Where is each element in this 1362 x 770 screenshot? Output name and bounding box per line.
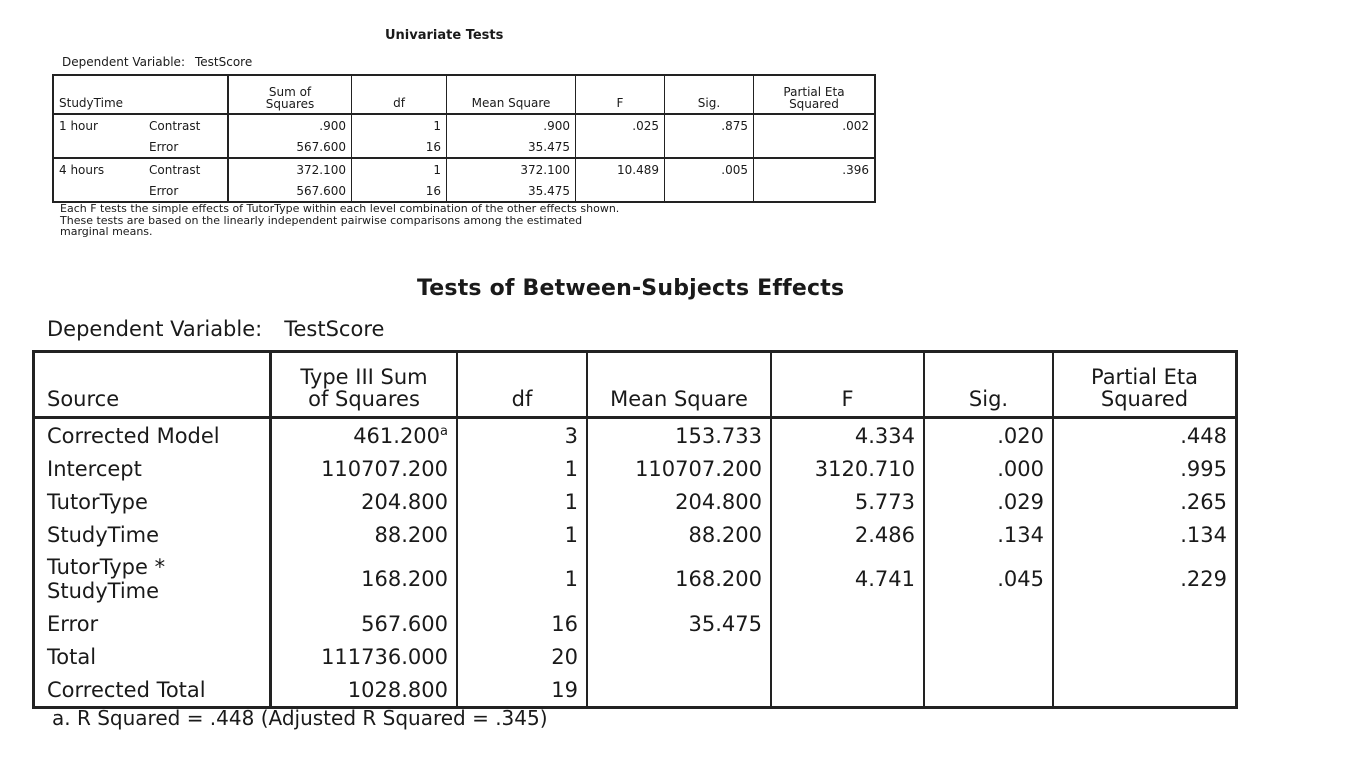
header-sig: Sig.: [924, 352, 1053, 418]
footnote-line: marginal means.: [60, 225, 153, 238]
row-type: Error: [144, 136, 228, 158]
cell-sig: .020: [924, 418, 1053, 453]
table-row: [34, 485, 1237, 518]
cell-df: 19: [457, 673, 587, 708]
row-group: 4 hours: [53, 158, 144, 180]
row-type: Contrast: [144, 158, 228, 180]
cell-ss: 461.200$^a$: [353, 423, 448, 448]
cell-eta: .265: [1053, 485, 1237, 518]
cell-eta: [1053, 640, 1237, 673]
cell-f: 5.773: [771, 485, 924, 518]
cell-eta: .134: [1053, 518, 1237, 551]
row-source: TutorType * StudyTime: [34, 551, 271, 607]
cell-eta: [754, 180, 876, 202]
dependent-label: Dependent Variable:: [62, 55, 185, 69]
row-source: Total: [34, 640, 271, 673]
table-row: [34, 673, 1237, 708]
cell-eta: [1053, 607, 1237, 640]
cell-df: 16: [352, 180, 447, 202]
cell-ss: 372.100: [296, 162, 346, 177]
cell-df: 1: [457, 485, 587, 518]
dependent-label: Dependent Variable:: [47, 317, 263, 341]
cell-f: [576, 136, 665, 158]
cell-ms: 168.200: [587, 551, 771, 607]
cell-ss: 567.600: [296, 139, 346, 154]
cell-sig: [924, 673, 1053, 708]
cell-df: 1: [457, 551, 587, 607]
cell-sig: .005: [665, 158, 754, 180]
cell-f: 2.486: [771, 518, 924, 551]
cell-sig: .045: [924, 551, 1053, 607]
table-row: [53, 180, 875, 202]
cell-f: 4.741: [771, 551, 924, 607]
footnote-line: These tests are based on the linearly independent pairwise comparisons among the estimated: [60, 213, 583, 227]
table-row: [34, 551, 1237, 607]
table-header-row: [34, 352, 1237, 418]
header-studytime: StudyTime: [53, 75, 228, 114]
cell-f: [771, 673, 924, 708]
cell-df: 1: [352, 158, 447, 180]
row-group: 1 hour: [53, 114, 144, 136]
cell-ms: 35.475: [587, 607, 771, 640]
cell-eta: [754, 136, 876, 158]
table-row: [53, 114, 875, 136]
header-type3-ss: Type III Sum of Squares: [300, 365, 428, 411]
cell-eta: .995: [1053, 452, 1237, 485]
table-row: [34, 640, 1237, 673]
cell-ms: .900: [447, 114, 576, 136]
cell-ss: 88.200: [374, 522, 448, 547]
cell-ss: 110707.200: [321, 456, 448, 481]
header-partial-eta: Partial Eta Squared: [754, 75, 876, 114]
table-row: [34, 518, 1237, 551]
table-row: [34, 418, 1237, 453]
cell-ms: [587, 673, 771, 708]
cell-sig: [665, 180, 754, 202]
cell-eta: .396: [754, 158, 876, 180]
header-partial-eta: Partial Eta Squared: [1053, 352, 1237, 418]
between-dependent-variable: [47, 317, 384, 341]
footnote-marker: a: [440, 423, 448, 439]
between-subjects-table: [32, 350, 1238, 709]
header-mean-square: Mean Square: [587, 352, 771, 418]
cell-ms: 372.100: [447, 158, 576, 180]
cell-eta: [1053, 673, 1237, 708]
row-source: TutorType: [34, 485, 271, 518]
cell-sig: .000: [924, 452, 1053, 485]
cell-df: 20: [457, 640, 587, 673]
cell-eta: .229: [1053, 551, 1237, 607]
cell-ms: 35.475: [447, 136, 576, 158]
row-source: Error: [34, 607, 271, 640]
row-group: [53, 180, 144, 202]
cell-f: 4.334: [771, 418, 924, 453]
cell-sig: .875: [665, 114, 754, 136]
table-header-row: [53, 75, 875, 114]
cell-ms: 110707.200: [587, 452, 771, 485]
cell-sig: .134: [924, 518, 1053, 551]
cell-df: 3: [457, 418, 587, 453]
cell-df: 16: [352, 136, 447, 158]
cell-ss: 1028.800: [347, 677, 448, 702]
header-sum-of-squares: Sum of Squares: [265, 85, 315, 111]
header-df: df: [457, 352, 587, 418]
footnote-line: Each F tests the simple effects of TutorType within each level combination of the other effects shown.: [60, 202, 620, 215]
header-f: F: [771, 352, 924, 418]
row-type: Contrast: [144, 114, 228, 136]
cell-ss: .900: [319, 118, 346, 133]
univariate-dependent-variable: [62, 55, 252, 69]
cell-ms: 35.475: [447, 180, 576, 202]
row-source: StudyTime: [34, 518, 271, 551]
cell-ss: 111736.000: [321, 644, 448, 669]
header-sig: Sig.: [665, 75, 754, 114]
cell-f: [771, 607, 924, 640]
table-row: [53, 158, 875, 180]
row-source: Corrected Model: [34, 418, 271, 453]
cell-sig: .029: [924, 485, 1053, 518]
cell-f: 3120.710: [771, 452, 924, 485]
header-f: F: [576, 75, 665, 114]
between-subjects-title: Tests of Between-Subjects Effects: [417, 276, 845, 301]
dependent-value: TestScore: [284, 317, 385, 341]
cell-ms: 204.800: [587, 485, 771, 518]
table-row: [34, 452, 1237, 485]
row-type: Error: [144, 180, 228, 202]
cell-df: 1: [457, 518, 587, 551]
univariate-table: [52, 74, 876, 203]
cell-f: 10.489: [576, 158, 665, 180]
cell-eta: .002: [754, 114, 876, 136]
header-df: df: [352, 75, 447, 114]
cell-sig: [924, 640, 1053, 673]
cell-df: 1: [352, 114, 447, 136]
cell-df: 1: [457, 452, 587, 485]
cell-sig: [924, 607, 1053, 640]
univariate-title: Univariate Tests: [385, 28, 504, 43]
cell-ms: 153.733: [587, 418, 771, 453]
header-source: Source: [34, 352, 271, 418]
cell-df: 16: [457, 607, 587, 640]
row-group: [53, 136, 144, 158]
cell-sig: [665, 136, 754, 158]
cell-ms: [587, 640, 771, 673]
cell-f: .025: [576, 114, 665, 136]
row-source: Corrected Total: [34, 673, 271, 708]
cell-ms: 88.200: [587, 518, 771, 551]
table-row: [34, 607, 1237, 640]
cell-ss: 567.600: [296, 183, 346, 198]
row-source: Intercept: [34, 452, 271, 485]
table-row: [53, 136, 875, 158]
cell-f: [771, 640, 924, 673]
cell-ss: 204.800: [361, 489, 448, 514]
univariate-footnote: [60, 203, 860, 238]
cell-ss: 567.600: [361, 611, 448, 636]
dependent-value: TestScore: [194, 55, 253, 69]
between-footnote: a. R Squared = .448 (Adjusted R Squared = .345): [52, 706, 548, 730]
cell-eta: .448: [1053, 418, 1237, 453]
header-mean-square: Mean Square: [447, 75, 576, 114]
cell-f: [576, 180, 665, 202]
cell-ss: 168.200: [361, 567, 448, 591]
